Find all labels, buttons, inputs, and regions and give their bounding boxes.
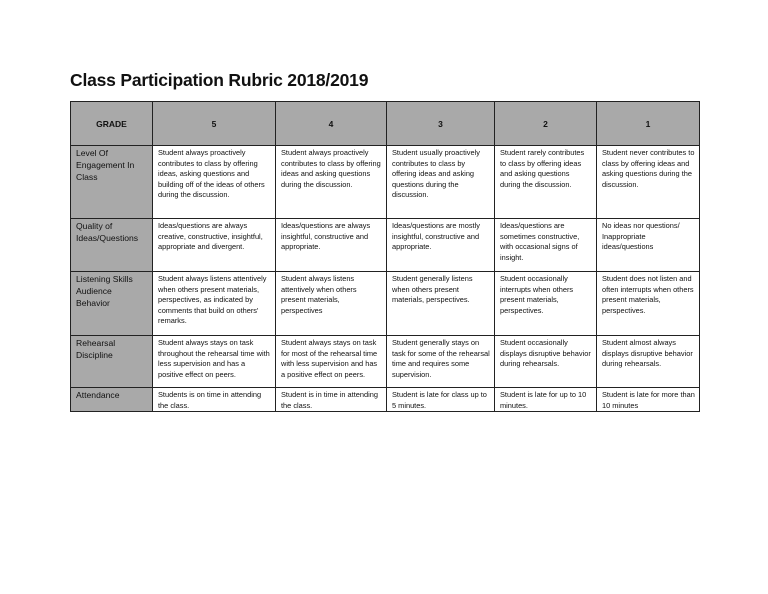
table-row [71, 219, 700, 272]
table-cell: Ideas/questions are sometimes constructive, with occasional signs of insight. [495, 219, 597, 272]
rubric-table [70, 101, 700, 412]
header-cell-4: 4 [276, 102, 387, 146]
header-cell-2: 2 [495, 102, 597, 146]
table-row [71, 272, 700, 336]
table-cell: Students is on time in attending the class. [153, 388, 276, 412]
table-cell: Ideas/questions are always creative, constructive, insightful, appropriate and divergent. [153, 219, 276, 272]
table-cell: Student usually proactively contributes to class by offering ideas and asking questions during the discussion. [387, 146, 495, 219]
table-cell: Student never contributes to class by offering ideas and asking questions during the discussion. [597, 146, 700, 219]
header-cell-grade: GRADE [71, 102, 153, 146]
header-cell-5: 5 [153, 102, 276, 146]
table-cell: Student rarely contributes to class by offering ideas and asking questions during the discussion. [495, 146, 597, 219]
table-cell: Student is late for class up to 5 minutes. [387, 388, 495, 412]
table-cell: Student always listens attentively when others present materials, perspectives, as indicated by comments that build on others' remarks. [153, 272, 276, 336]
criterion-attendance: Attendance [71, 388, 153, 412]
table-cell: Student always stays on task throughout the rehearsal time with less supervision and has a positive effect on peers. [153, 336, 276, 388]
criterion-rehearsal: Rehearsal Discipline [71, 336, 153, 388]
header-cell-1: 1 [597, 102, 700, 146]
table-cell: Student always proactively contributes to class by offering ideas, asking questions and building off of the ideas of others during the discussion. [153, 146, 276, 219]
table-cell: Student is late for more than 10 minutes [597, 388, 700, 412]
table-cell: Student generally stays on task for some of the rehearsal time and requires some supervision. [387, 336, 495, 388]
table-cell: Student occasionally interrupts when others present materials, perspectives. [495, 272, 597, 336]
criterion-listening: Listening Skills Audience Behavior [71, 272, 153, 336]
table-cell: Student always listens attentively when others present materials, perspectives [276, 272, 387, 336]
table-cell: No ideas nor questions/ Inappropriate ideas/questions [597, 219, 700, 272]
table-cell: Student generally listens when others present materials, perspectives. [387, 272, 495, 336]
table-cell: Ideas/questions are always insightful, constructive and appropriate. [276, 219, 387, 272]
header-cell-3: 3 [387, 102, 495, 146]
table-row [71, 336, 700, 388]
table-cell: Student always stays on task for most of the rehearsal time with less supervision and has a positive effect on peers. [276, 336, 387, 388]
table-cell: Ideas/questions are mostly insightful, constructive and appropriate. [387, 219, 495, 272]
table-cell: Student always proactively contributes to class by offering ideas and asking questions during the discussion. [276, 146, 387, 219]
table-cell: Student is late for up to 10 minutes. [495, 388, 597, 412]
criterion-engagement: Level Of Engagement In Class [71, 146, 153, 219]
table-cell: Student is in time in attending the class. [276, 388, 387, 412]
table-cell: Student occasionally displays disruptive behavior during rehearsals. [495, 336, 597, 388]
table-row [71, 388, 700, 412]
table-cell: Student almost always displays disruptive behavior during rehearsals. [597, 336, 700, 388]
page-title: Class Participation Rubric 2018/2019 [70, 70, 369, 90]
criterion-quality: Quality of Ideas/Questions [71, 219, 153, 272]
table-cell: Student does not listen and often interrupts when others present materials, perspectives. [597, 272, 700, 336]
table-row [71, 146, 700, 219]
header-row [71, 102, 700, 146]
